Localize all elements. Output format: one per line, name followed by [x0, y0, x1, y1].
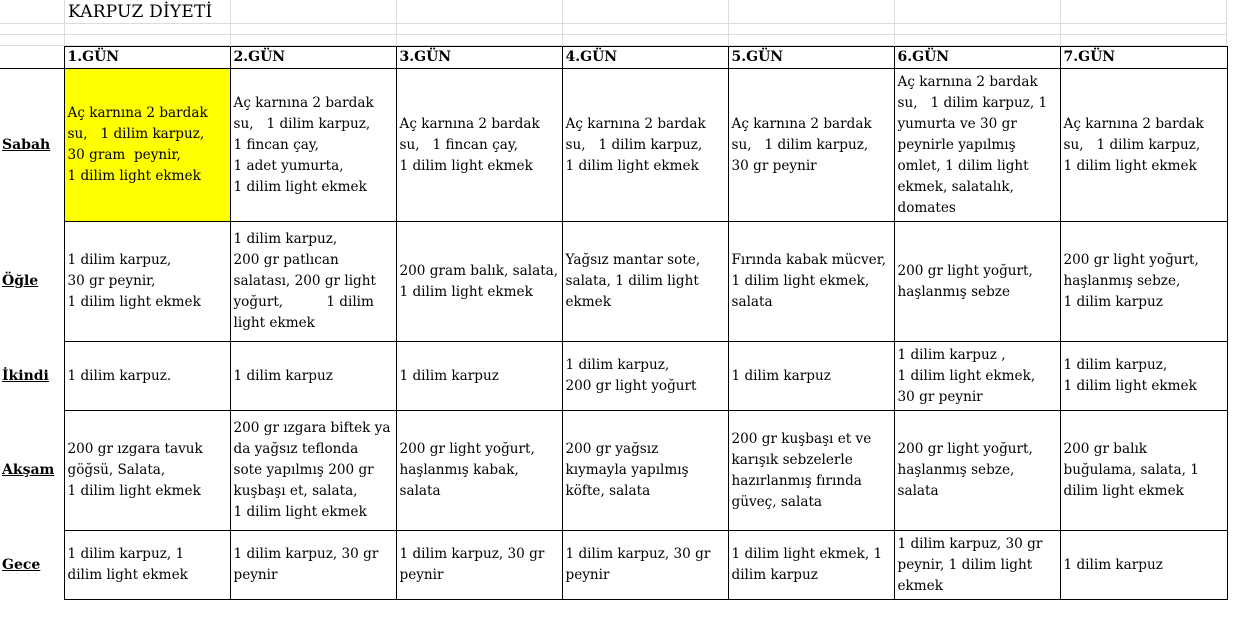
meal-cell[interactable]	[396, 222, 562, 342]
cell-text-line: salata	[399, 483, 441, 499]
cell-text-line: dilim light ekmek	[1063, 483, 1184, 499]
gridline	[728, 0, 729, 46]
meal-cell[interactable]	[562, 69, 728, 222]
gridline	[894, 0, 895, 46]
cell-text-line: Aç karnına 2 bardak	[565, 115, 706, 132]
meal-cell[interactable]	[396, 411, 562, 531]
gridline	[1226, 0, 1227, 46]
cell-text-line: 200 gr light yoğurt,	[1063, 252, 1199, 268]
cell-text-line: dilim light ekmek	[67, 567, 188, 583]
day-header[interactable]: 4.GÜN	[562, 47, 728, 69]
cell-text-line: 1 dilim light ekmek	[67, 168, 201, 184]
meal-cell[interactable]	[230, 342, 396, 411]
cell-text-line: salatası, 200 gr light	[233, 273, 376, 289]
cell-text-line: haşlanmış sebze	[897, 283, 1011, 300]
cell-text-line: yumurta ve 30 gr	[897, 115, 1017, 132]
meal-cell[interactable]	[1060, 69, 1227, 222]
cell-text-line: 200 gr ızgara biftek ya	[233, 420, 391, 436]
cell-text-line: ekmek	[565, 294, 611, 310]
cell-text-line: sote yapılmış 200 gr	[233, 462, 374, 478]
meal-cell[interactable]	[64, 342, 230, 411]
cell-text-line: 1 dilim karpuz	[399, 367, 499, 384]
cell-text-line: Aç karnına 2 bardak	[1063, 115, 1204, 132]
gridline	[230, 0, 231, 46]
gridline	[396, 0, 397, 46]
cell-text-line: 1 dilim light ekmek	[399, 283, 533, 300]
gridline	[0, 23, 1226, 24]
cell-text-line: 1 dilim light ekmek	[233, 178, 367, 195]
meal-label: İkindi	[0, 342, 64, 411]
cell-text-line: 1 dilim karpuz,	[67, 252, 172, 268]
meal-cell[interactable]	[1060, 411, 1227, 531]
meal-label: Gece	[0, 531, 64, 600]
meal-row-sabah	[0, 69, 1227, 222]
cell-text-line: kuşbaşı et, salata,	[233, 483, 358, 499]
cell-text-line: 1 dilim karpuz, 30 gr	[233, 546, 379, 562]
meal-cell[interactable]	[562, 342, 728, 411]
cell-text-line: 1 dilim karpuz	[233, 367, 333, 384]
cell-text-line: su, 1 dilim karpuz,	[565, 136, 703, 153]
cell-text-line: 1 dilim light ekmek	[67, 483, 201, 499]
cell-text-line: Yağsız mantar sote,	[565, 252, 701, 268]
meal-cell[interactable]	[562, 411, 728, 531]
meal-cell[interactable]	[64, 531, 230, 600]
meal-cell[interactable]	[396, 531, 562, 600]
cell-text-line: domates	[897, 199, 956, 216]
cell-text-line: 1 dilim karpuz,	[233, 231, 338, 247]
gridline	[64, 0, 65, 46]
cell-text-line: 30 gr peynir	[731, 157, 817, 174]
meal-cell[interactable]	[728, 69, 894, 222]
cell-text-line: 200 gr light yoğurt,	[897, 441, 1033, 457]
cell-text-line: haşlanmış kabak,	[399, 462, 519, 478]
meal-cell[interactable]	[64, 411, 230, 531]
meal-cell[interactable]	[230, 531, 396, 600]
cell-text-line: haşlanmış sebze,	[897, 462, 1015, 478]
cell-text-line: 200 gr light yoğurt,	[399, 441, 535, 457]
cell-text-line: güveç, salata	[731, 493, 823, 510]
meal-cell[interactable]	[1060, 222, 1227, 342]
cell-text-line: light ekmek	[233, 315, 315, 331]
day-header-row	[0, 47, 1227, 69]
cell-text-line: 1 dilim karpuz, 30 gr	[897, 535, 1043, 552]
cell-text-line: peynir	[565, 567, 610, 583]
cell-text-line: buğulama, salata, 1	[1063, 462, 1199, 478]
cell-text-line: 1 dilim light ekmek	[67, 294, 201, 310]
cell-text-line: su, 1 dilim karpuz,	[1063, 136, 1201, 153]
cell-text-line: 30 gr peynir,	[67, 273, 156, 289]
gridline	[1060, 0, 1061, 46]
meal-cell[interactable]	[562, 222, 728, 342]
corner-cell	[0, 47, 64, 69]
meal-cell[interactable]	[728, 411, 894, 531]
meal-cell[interactable]	[894, 411, 1060, 531]
cell-text-line: Aç karnına 2 bardak	[897, 73, 1038, 90]
meal-cell[interactable]	[64, 222, 230, 342]
diet-table	[0, 46, 1228, 600]
cell-text-line: su, 1 dilim karpuz, 1	[897, 94, 1048, 111]
cell-text-line: 200 gram balık, salata,	[399, 262, 559, 279]
meal-cell[interactable]	[894, 531, 1060, 600]
diet-title: KARPUZ DİYETİ	[68, 2, 213, 22]
cell-text-line: 1 adet yumurta,	[233, 157, 344, 174]
meal-cell[interactable]	[1060, 531, 1227, 600]
cell-text-line: 1 dilim karpuz ,	[897, 346, 1006, 363]
cell-text-line: salata	[897, 483, 939, 499]
cell-text-line: peynir	[399, 567, 444, 583]
meal-row-gece	[0, 531, 1227, 600]
cell-text-line: Aç karnına 2 bardak	[233, 94, 374, 111]
day-header[interactable]: 6.GÜN	[894, 47, 1060, 69]
cell-text-line: da yağsız teflonda	[233, 441, 359, 457]
cell-text-line: 1 dilim light ekmek,	[731, 273, 870, 289]
cell-text-line: hazırlanmış fırında	[731, 472, 862, 489]
cell-text-line: 30 gr peynir	[897, 388, 983, 405]
cell-text-line: 1 dilim karpuz	[1063, 294, 1163, 310]
cell-text-line: su, 1 dilim karpuz,	[67, 126, 205, 142]
gridline	[0, 34, 1226, 35]
cell-text-line: 200 gr kuşbaşı et ve	[731, 430, 872, 447]
day-header[interactable]: 1.GÜN	[64, 47, 230, 69]
cell-text-line: 1 dilim karpuz	[731, 367, 831, 384]
meal-label: Sabah	[0, 69, 64, 222]
cell-text-line: kıymayla yapılmış	[565, 462, 689, 478]
cell-text-line: 1 dilim light ekmek,	[897, 367, 1036, 384]
meal-row-ogle	[0, 222, 1227, 342]
cell-text-line: Fırında kabak mücver,	[731, 252, 887, 268]
meal-cell[interactable]	[728, 222, 894, 342]
cell-text-line: Aç karnına 2 bardak	[399, 115, 540, 132]
cell-text-line: su, 1 fincan çay,	[399, 136, 519, 153]
cell-text-line: Aç karnına 2 bardak	[731, 115, 872, 132]
meal-cell[interactable]	[230, 222, 396, 342]
meal-row-aksam	[0, 411, 1227, 531]
cell-text-line: 1 dilim light ekmek	[233, 504, 367, 520]
cell-text-line: 1 dilim karpuz.	[67, 367, 172, 384]
cell-text-line: ekmek, salatalık,	[897, 178, 1014, 195]
cell-text-line: 1 dilim light ekmek	[1063, 157, 1197, 174]
cell-text-line: salata, 1 dilim light	[565, 273, 699, 289]
day-header[interactable]: 5.GÜN	[728, 47, 894, 69]
meal-cell[interactable]	[396, 69, 562, 222]
cell-text-line: 200 gr balık	[1063, 441, 1148, 457]
meal-cell[interactable]	[396, 342, 562, 411]
day-header[interactable]: 2.GÜN	[230, 47, 396, 69]
cell-text-line: salata	[731, 294, 773, 310]
cell-text-line: ekmek	[897, 577, 943, 594]
cell-text-line: peynir, 1 dilim light	[897, 556, 1033, 573]
meal-cell[interactable]	[230, 411, 396, 531]
cell-text-line: 1 dilim karpuz, 30 gr	[399, 546, 545, 562]
cell-text-line: yoğurt, 1 dilim	[233, 294, 374, 310]
meal-row-ikindi	[0, 342, 1227, 411]
meal-cell[interactable]	[230, 69, 396, 222]
meal-cell[interactable]	[728, 531, 894, 600]
cell-text-line: 1 dilim karpuz,	[565, 357, 670, 373]
cell-text-line: haşlanmış sebze,	[1063, 273, 1181, 289]
cell-text-line: su, 1 dilim karpuz,	[731, 136, 869, 153]
meal-cell[interactable]	[894, 222, 1060, 342]
cell-text-line: 1 dilim light ekmek	[1063, 378, 1197, 394]
meal-label: Akşam	[0, 411, 64, 531]
meal-label: Öğle	[0, 222, 64, 342]
day-header[interactable]: 3.GÜN	[396, 47, 562, 69]
cell-text-line: 1 fincan çay,	[233, 136, 319, 153]
cell-text-line: 200 gr yağsız	[565, 441, 659, 457]
cell-text-line: karışık sebzelerle	[731, 451, 853, 468]
gridline	[562, 0, 563, 46]
cell-text-line: 1 dilim karpuz, 1	[67, 546, 185, 562]
cell-text-line: dilim karpuz	[731, 567, 818, 583]
cell-text-line: 1 dilim light ekmek, 1	[731, 546, 883, 562]
cell-text-line: Aç karnına 2 bardak	[67, 105, 208, 121]
meal-cell[interactable]	[1060, 342, 1227, 411]
cell-text-line: 200 gr patlıcan	[233, 252, 339, 268]
cell-text-line: peynir	[233, 567, 278, 583]
cell-text-line: 1 dilim karpuz,	[1063, 357, 1168, 373]
cell-text-line: 30 gram peynir,	[67, 147, 181, 163]
cell-text-line: 1 dilim light ekmek	[565, 157, 699, 174]
meal-cell[interactable]	[728, 342, 894, 411]
meal-cell[interactable]	[894, 342, 1060, 411]
cell-text-line: 1 dilim karpuz, 30 gr	[565, 546, 711, 562]
cell-text-line: 200 gr light yoğurt	[565, 378, 697, 394]
cell-text-line: 1 dilim light ekmek	[399, 157, 533, 174]
cell-text-line: su, 1 dilim karpuz,	[233, 115, 371, 132]
cell-text-line: 200 gr ızgara tavuk	[67, 441, 203, 457]
cell-text-line: köfte, salata	[565, 483, 651, 499]
cell-text-line: omlet, 1 dilim light	[897, 157, 1029, 174]
meal-cell[interactable]	[64, 69, 230, 222]
cell-text-line: 200 gr light yoğurt,	[897, 262, 1033, 279]
meal-cell[interactable]	[562, 531, 728, 600]
cell-text-line: peynirle yapılmış	[897, 136, 1016, 153]
cell-text-line: 1 dilim karpuz	[1063, 556, 1163, 573]
day-header[interactable]: 7.GÜN	[1060, 47, 1227, 69]
meal-cell[interactable]	[894, 69, 1060, 222]
cell-text-line: göğsü, Salata,	[67, 462, 166, 478]
